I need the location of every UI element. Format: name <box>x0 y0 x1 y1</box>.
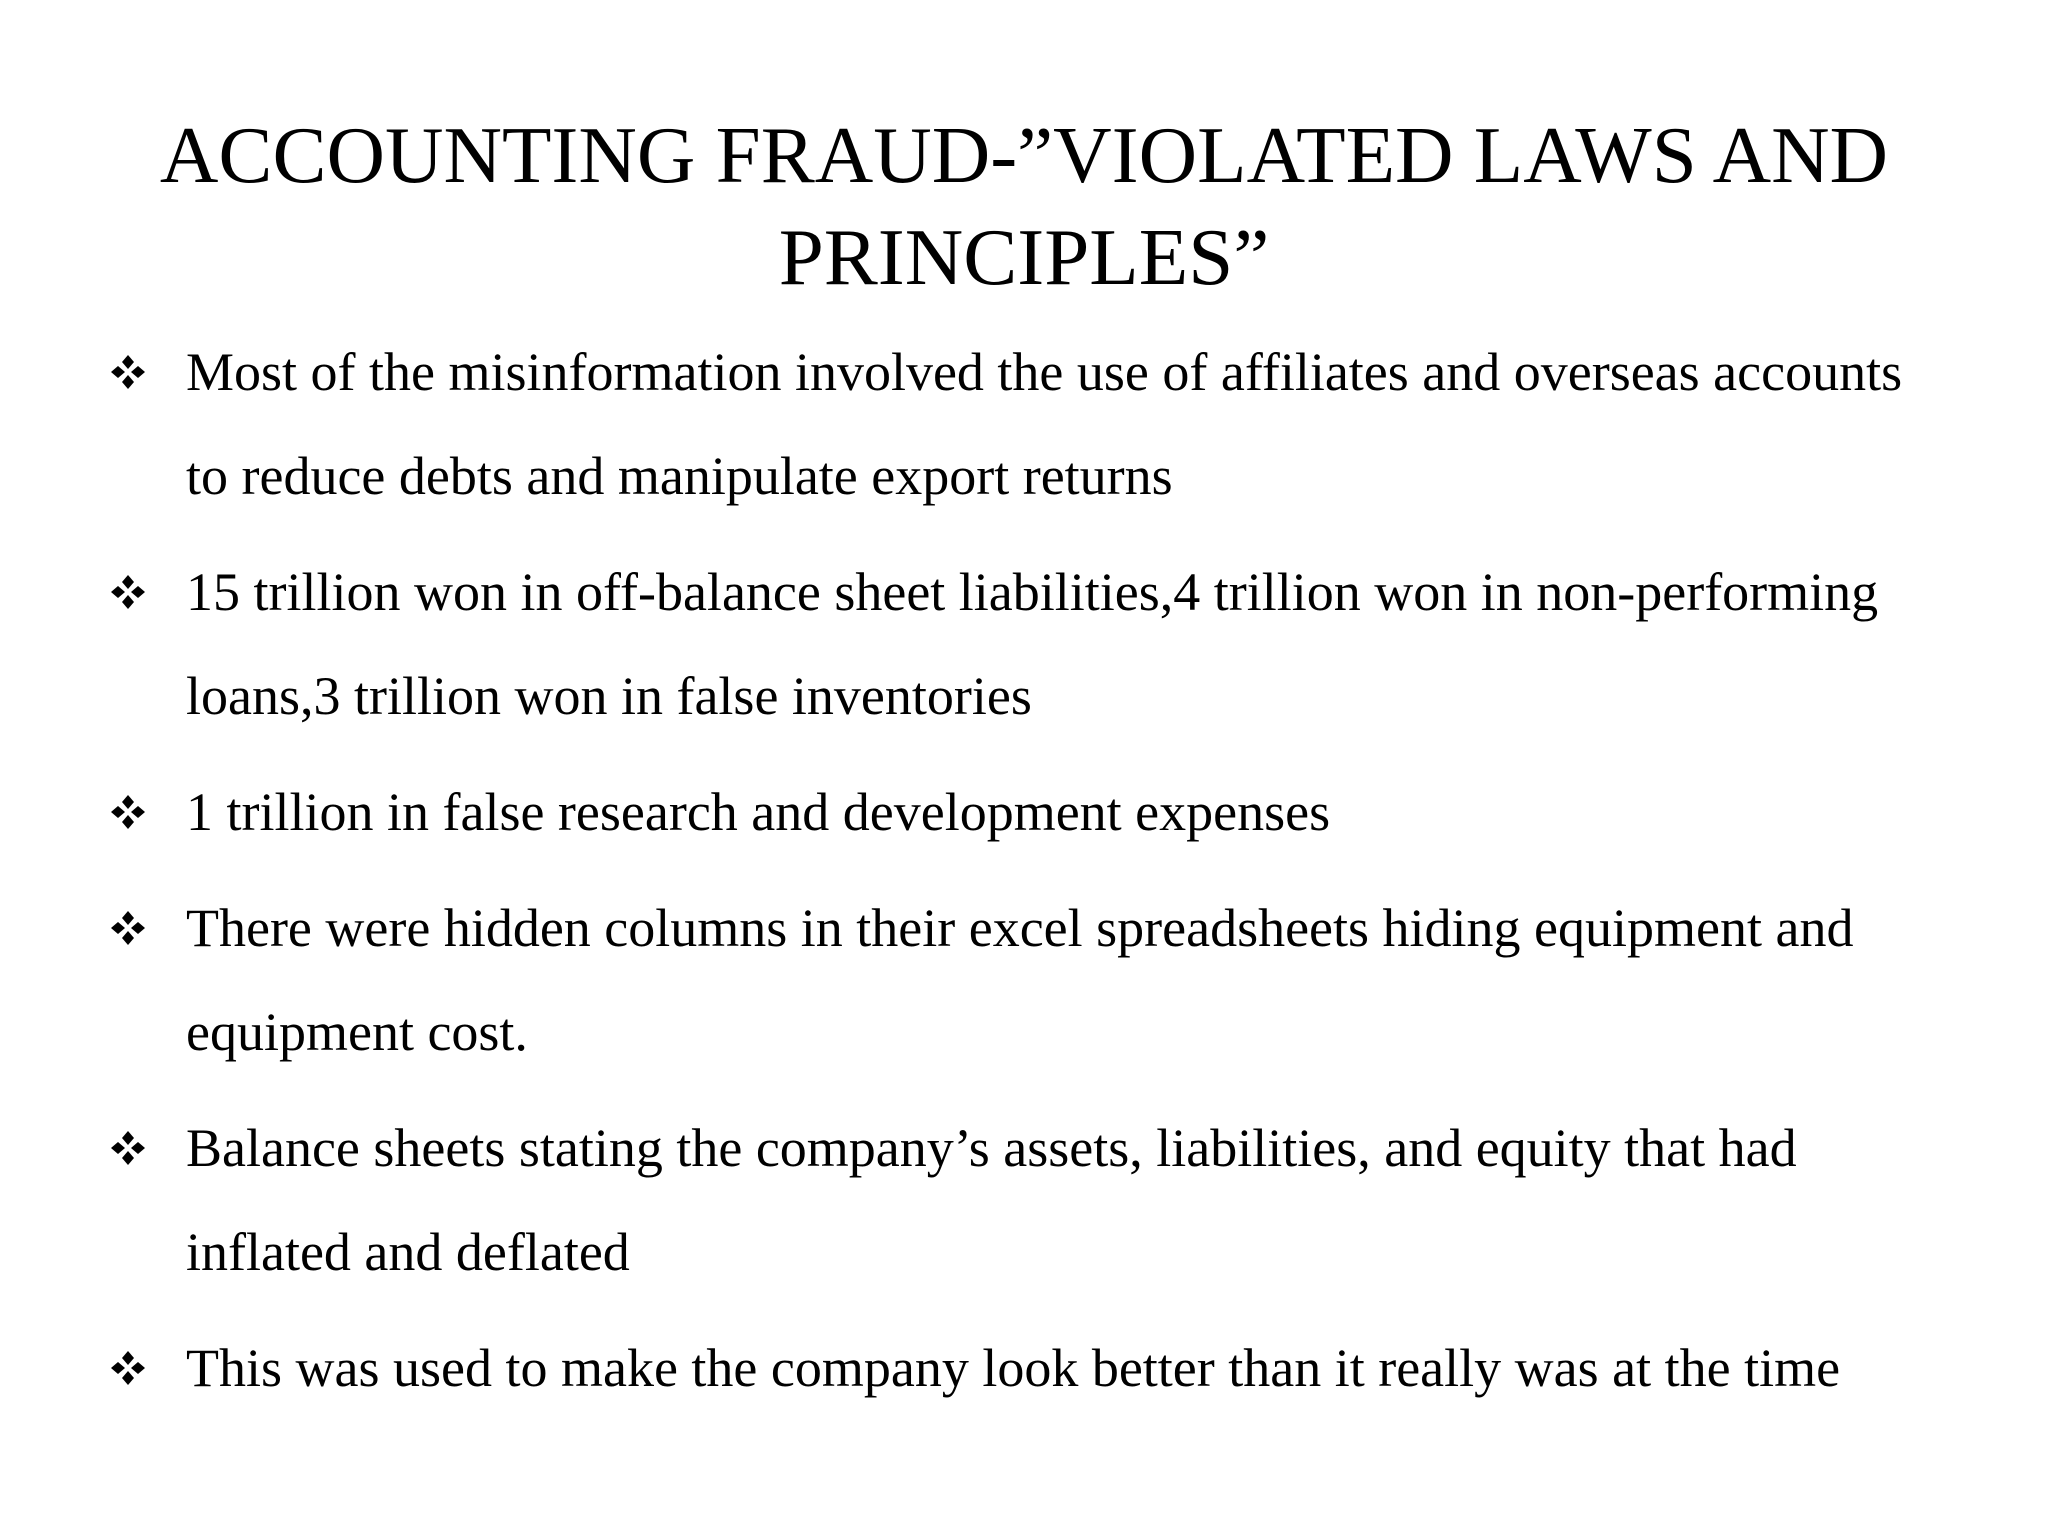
bullet-text: 1 trillion in false research and development expenses <box>186 782 1331 842</box>
bullet-list <box>110 320 1930 1432</box>
bullet-item <box>110 320 1930 528</box>
bullet-text: Balance sheets stating the company’s assets, liabilities, and equity that had inflated and deflated <box>186 1118 1797 1282</box>
slide-title-line-2: PRINCIPLES” <box>778 212 1270 302</box>
four-diamond-bullet-icon <box>110 794 146 830</box>
bullet-text: Most of the misinformation involved the use of affiliates and overseas accounts to reduce debts and manipulate export returns <box>186 342 1903 506</box>
bullet-item <box>110 540 1930 748</box>
four-diamond-bullet-icon <box>110 910 146 946</box>
slide-title <box>150 104 1898 308</box>
bullet-item <box>110 876 1930 1084</box>
bullet-item <box>110 1316 1930 1420</box>
bullet-text: 15 trillion won in off-balance sheet liabilities,4 trillion won in non-performing loans,3 trillion won in false inventories <box>186 562 1879 726</box>
four-diamond-bullet-icon <box>110 574 146 610</box>
four-diamond-bullet-icon <box>110 354 146 390</box>
four-diamond-bullet-icon <box>110 1350 146 1386</box>
bullet-text: This was used to make the company look better than it really was at the time <box>186 1338 1841 1398</box>
bullet-item <box>110 1096 1930 1304</box>
slide-title-line-1: ACCOUNTING FRAUD-”VIOLATED LAWS AND <box>159 110 1889 200</box>
bullet-text: There were hidden columns in their excel spreadsheets hiding equipment and equipment cost. <box>186 898 1854 1062</box>
four-diamond-bullet-icon <box>110 1130 146 1166</box>
bullet-item <box>110 760 1930 864</box>
